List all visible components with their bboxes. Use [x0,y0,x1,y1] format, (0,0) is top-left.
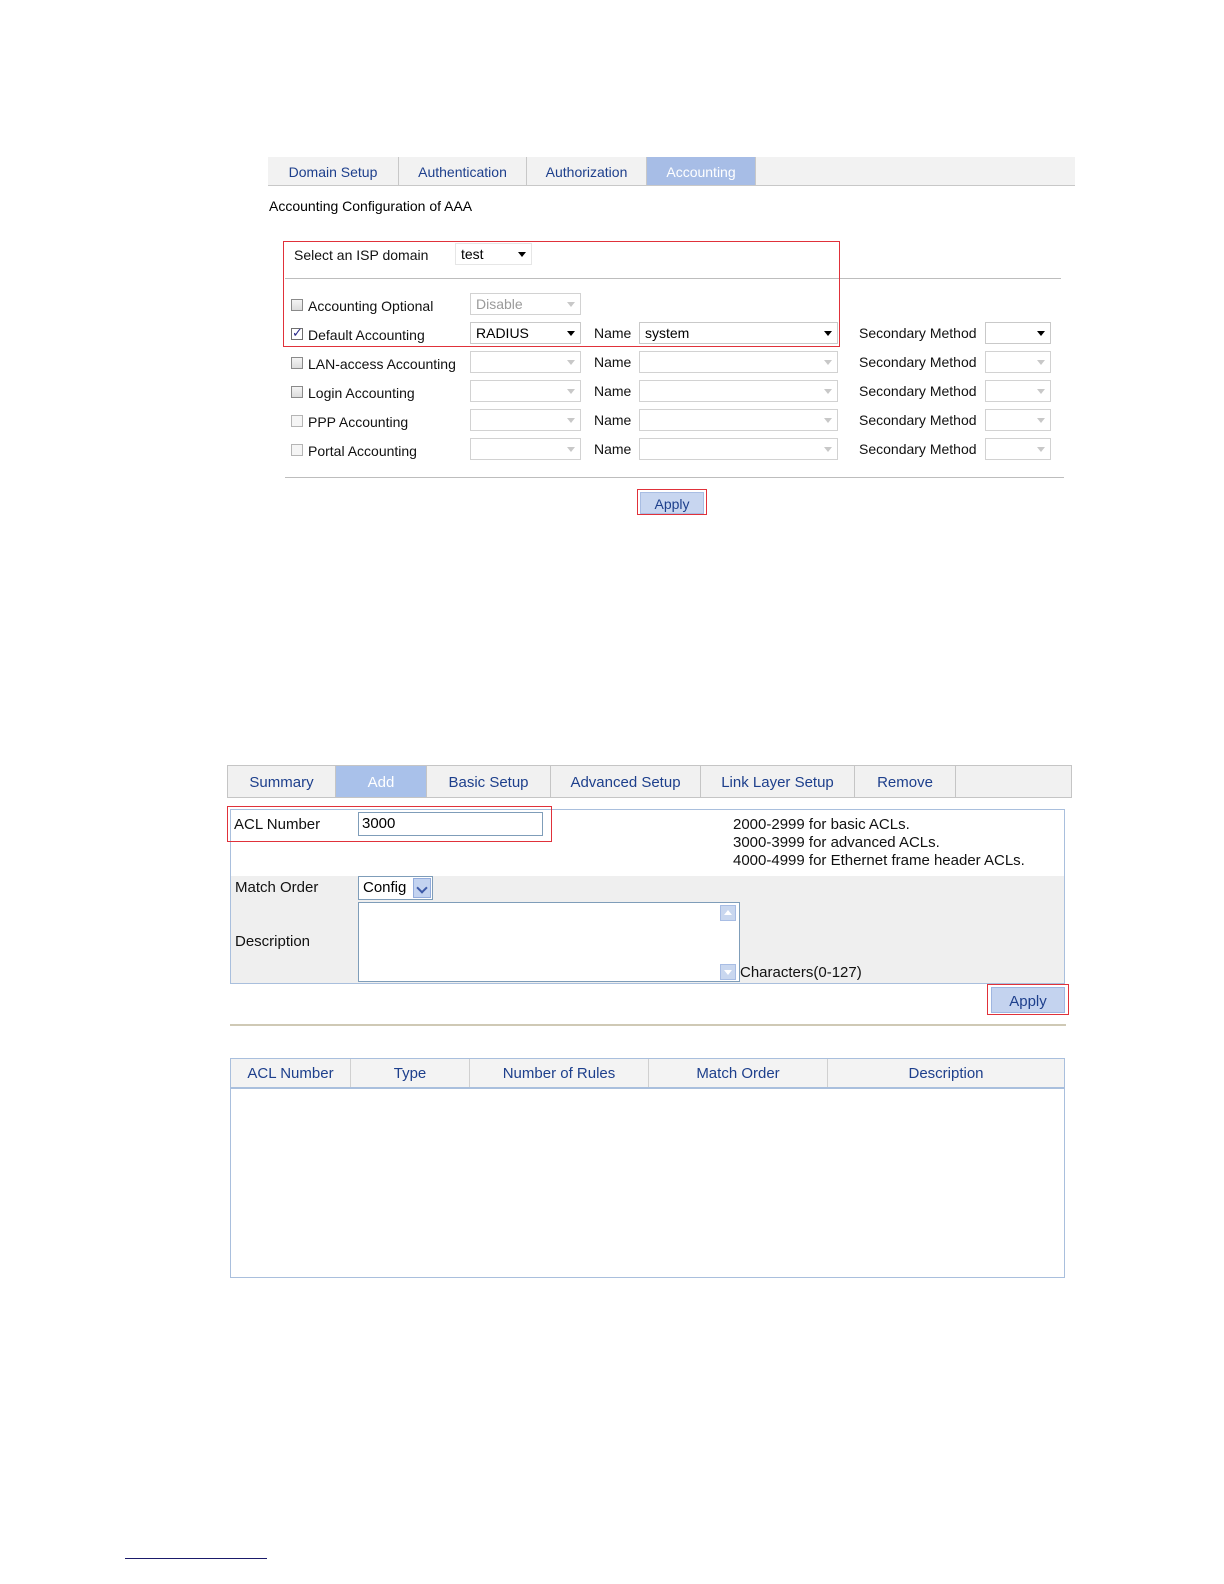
chevron-down-icon[interactable] [413,878,431,898]
ppp-method-select[interactable] [470,409,581,431]
match-order-value: Config [363,879,407,896]
login-secondary-select[interactable] [985,380,1051,402]
aaa-tab-bar [268,157,1075,186]
tab-link-layer-setup[interactable]: Link Layer Setup [701,766,855,797]
accounting-optional-label: Accounting Optional [308,298,434,314]
ppp-accounting-checkbox[interactable] [291,415,303,427]
description-textarea[interactable] [358,902,740,982]
table-header [231,1059,1064,1089]
login-accounting-label: Login Accounting [308,385,415,401]
acl-range-hint-ethernet: 4000-4999 for Ethernet frame header ACLs. [733,852,1025,869]
page-title: Accounting Configuration of AAA [269,198,473,214]
description-label: Description [235,933,311,950]
chevron-down-icon [1037,389,1045,394]
chevron-down-icon [567,418,575,423]
default-accounting-secondary-label: Secondary Method [859,325,977,341]
acl-add-screenshot [227,765,1072,1280]
portal-accounting-label: Portal Accounting [308,443,417,459]
tab-remove[interactable]: Remove [855,766,956,797]
login-accounting-checkbox[interactable] [291,386,303,398]
divider [285,477,1064,478]
chevron-down-icon [518,252,526,257]
scroll-down-icon[interactable] [720,964,736,980]
lan-access-name-label: Name [594,354,632,370]
column-header-number-of-rules[interactable]: Number of Rules [470,1059,649,1087]
aaa-accounting-screenshot [268,157,1076,527]
accounting-optional-value: Disable [476,296,523,312]
default-accounting-label: Default Accounting [308,327,425,343]
portal-name-label: Name [594,441,632,457]
ppp-accounting-label: PPP Accounting [308,414,409,430]
portal-name-select[interactable] [639,438,838,460]
ppp-secondary-select[interactable] [985,409,1051,431]
default-accounting-checkbox[interactable] [291,328,303,340]
tab-advanced-setup[interactable]: Advanced Setup [551,766,701,797]
chevron-down-icon [824,331,832,336]
lan-access-method-select[interactable] [470,351,581,373]
column-header-match-order[interactable]: Match Order [649,1059,828,1087]
ppp-secondary-label: Secondary Method [859,412,977,428]
lan-access-accounting-label: LAN-access Accounting [308,356,456,372]
chevron-down-icon [567,389,575,394]
column-header-type[interactable]: Type [351,1059,470,1087]
acl-tab-bar [227,765,1072,798]
default-accounting-name-label: Name [594,325,632,341]
acl-form-panel [230,809,1065,984]
acl-number-label: ACL Number [234,816,321,833]
scroll-up-icon[interactable] [720,905,736,921]
portal-secondary-label: Secondary Method [859,441,977,457]
acl-range-hint-basic: 2000-2999 for basic ACLs. [733,816,910,833]
apply-button[interactable]: Apply [991,987,1065,1013]
match-order-select[interactable] [358,876,433,900]
characters-hint: Characters(0-127) [740,964,862,981]
isp-domain-label: Select an ISP domain [294,247,429,263]
ppp-name-select[interactable] [639,409,838,431]
chevron-down-icon [824,447,832,452]
lan-access-name-select[interactable] [639,351,838,373]
chevron-down-icon [824,418,832,423]
match-order-label: Match Order [235,879,319,896]
default-accounting-name-value: system [645,325,690,341]
tab-authorization[interactable]: Authorization [527,157,647,185]
footnote-separator [125,1558,267,1559]
tab-accounting[interactable]: Accounting [647,157,756,185]
chevron-down-icon [1037,360,1045,365]
portal-secondary-select[interactable] [985,438,1051,460]
accounting-optional-checkbox[interactable] [291,299,303,311]
chevron-down-icon [1037,418,1045,423]
column-header-description[interactable]: Description [908,1065,984,1082]
tab-domain-setup[interactable]: Domain Setup [268,157,399,185]
portal-accounting-checkbox[interactable] [291,444,303,456]
tab-add[interactable]: Add [336,766,427,797]
tab-basic-setup[interactable]: Basic Setup [427,766,551,797]
default-accounting-secondary-select[interactable] [985,322,1051,344]
acl-table [230,1058,1065,1278]
chevron-down-icon [567,331,575,336]
chevron-down-icon [567,447,575,452]
column-header-acl-number[interactable]: ACL Number [231,1059,351,1087]
chevron-down-icon [567,360,575,365]
chevron-down-icon [824,389,832,394]
login-method-select[interactable] [470,380,581,402]
accounting-optional-select[interactable] [470,293,581,315]
default-accounting-name-select[interactable] [639,322,838,344]
acl-number-input[interactable]: 3000 [358,812,543,836]
apply-button[interactable]: Apply [640,492,704,514]
lan-access-secondary-select[interactable] [985,351,1051,373]
ppp-name-label: Name [594,412,632,428]
tab-summary[interactable]: Summary [228,766,336,797]
tab-authentication[interactable]: Authentication [399,157,527,185]
default-accounting-method-select[interactable] [470,322,581,344]
lan-access-accounting-checkbox[interactable] [291,357,303,369]
login-name-label: Name [594,383,632,399]
default-accounting-method-value: RADIUS [476,325,529,341]
isp-domain-value: test [461,246,484,262]
lan-access-secondary-label: Secondary Method [859,354,977,370]
chevron-down-icon [1037,331,1045,336]
login-name-select[interactable] [639,380,838,402]
acl-range-hint-advanced: 3000-3999 for advanced ACLs. [733,834,940,851]
chevron-down-icon [567,302,575,307]
divider [230,1024,1066,1026]
isp-domain-select[interactable] [455,243,532,265]
login-secondary-label: Secondary Method [859,383,977,399]
chevron-down-icon [1037,447,1045,452]
portal-method-select[interactable] [470,438,581,460]
divider [285,278,1061,279]
chevron-down-icon [824,360,832,365]
